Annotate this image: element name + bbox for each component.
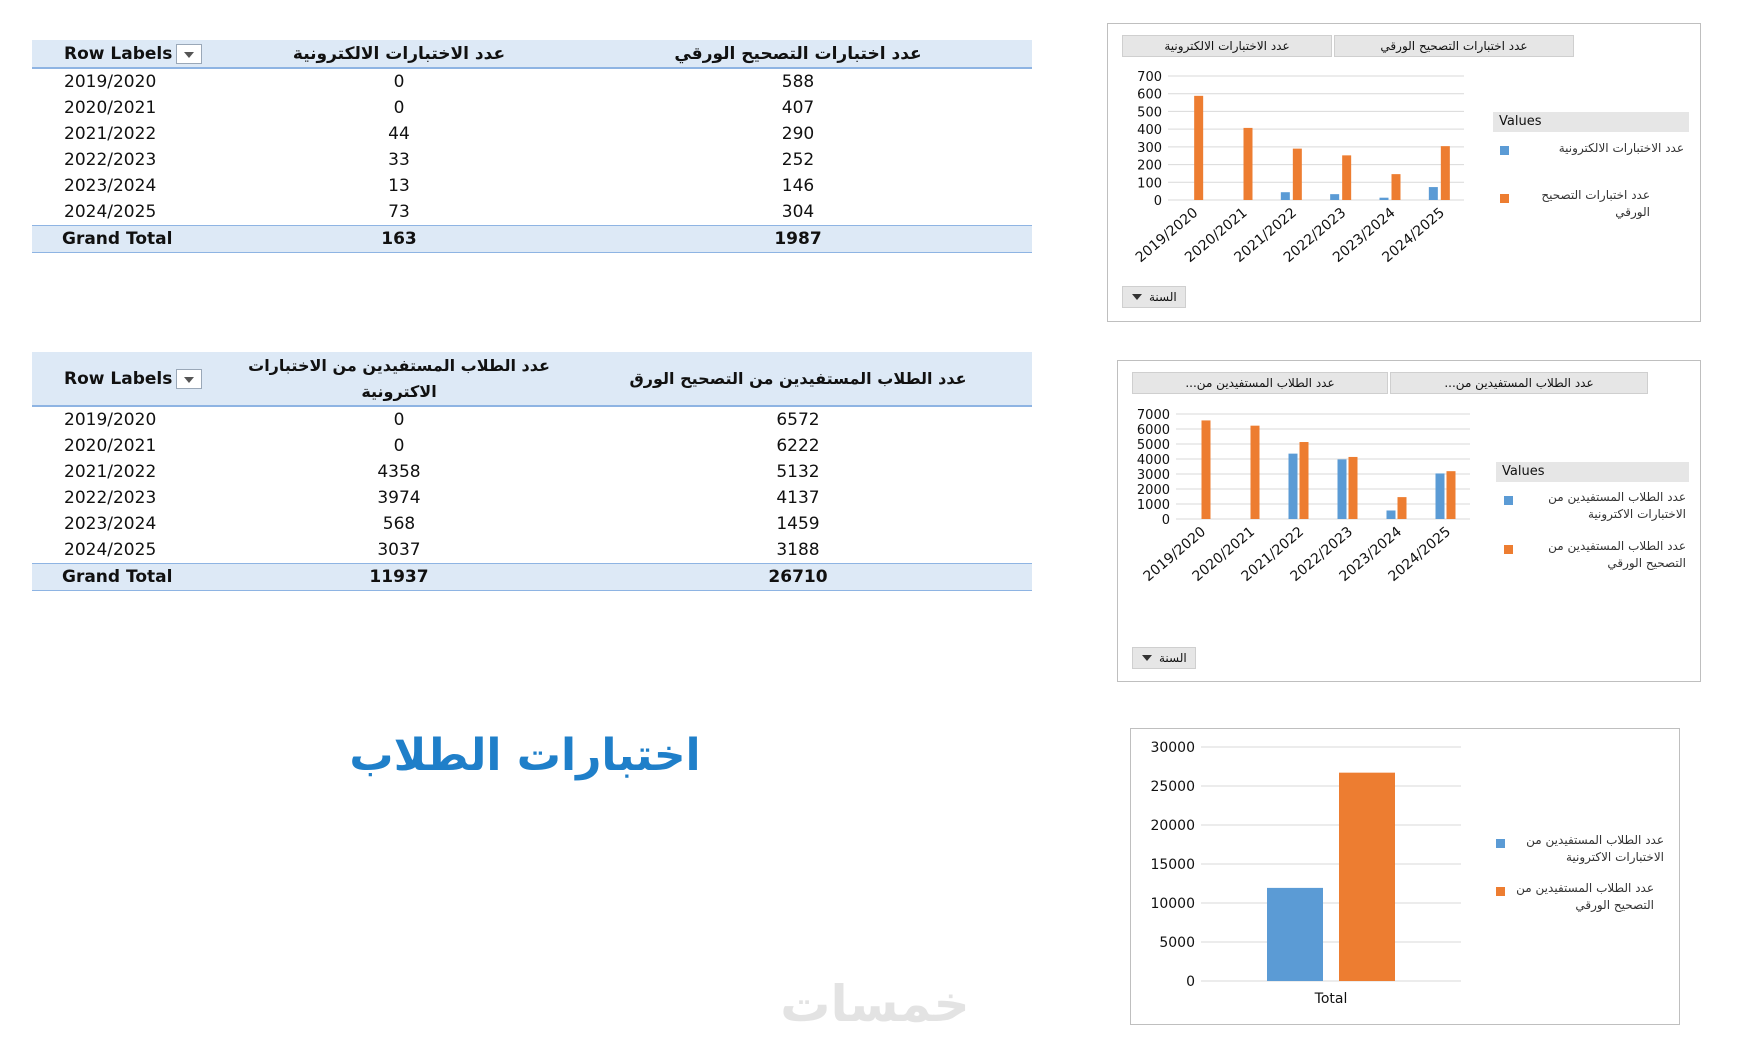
chart2-field-button-paper[interactable]: عدد الطلاب المستفيدين من... <box>1390 372 1648 394</box>
chart-exams[interactable] <box>1107 23 1701 322</box>
bar <box>1293 149 1302 200</box>
value-cell-electronic: 568 <box>382 514 416 534</box>
table-row <box>32 95 1032 121</box>
grand-total-electronic: 163 <box>234 226 564 253</box>
table-row <box>32 459 1032 485</box>
value-cell-paper: 304 <box>781 202 815 222</box>
row-label-cell: 2022/2023 <box>64 488 157 508</box>
table-row <box>32 433 1032 459</box>
value-cell-electronic: 13 <box>388 176 410 196</box>
chart2-legend-swatch-blue <box>1504 496 1513 505</box>
chart3-legend-swatch-blue <box>1496 839 1505 848</box>
grand-total-students-electronic: 11937 <box>234 564 564 591</box>
y-tick-label: 100 <box>1137 176 1162 192</box>
y-tick-label: 400 <box>1137 123 1162 139</box>
value-cell-paper: 146 <box>781 176 815 196</box>
bar <box>1289 454 1298 519</box>
y-tick-label: 700 <box>1137 70 1162 85</box>
grand-total-row <box>32 564 1032 591</box>
chart1-legend-title: Values <box>1493 112 1689 132</box>
row-label-cell: 2022/2023 <box>64 150 157 170</box>
row-label-cell: 2024/2025 <box>64 202 157 222</box>
x-tick-label: 2020/2021 <box>1189 523 1259 585</box>
row-label-cell: 2020/2021 <box>64 436 157 456</box>
bar <box>1339 773 1395 981</box>
x-tick-label: 2024/2025 <box>1379 204 1448 266</box>
bar <box>1380 198 1389 200</box>
bar <box>1429 187 1438 200</box>
watermark-logo: خمسات <box>780 975 970 1033</box>
grand-total-students-paper: 26710 <box>564 564 1032 591</box>
chart1-legend-electronic: عدد الاختبارات الالكترونية <box>1558 141 1684 155</box>
grand-total-label: Grand Total <box>32 564 234 591</box>
bar <box>1330 194 1339 200</box>
col-header-paper[interactable]: عدد اختبارات التصحيح الورقي <box>564 41 1032 69</box>
row-labels-filter-button[interactable] <box>176 44 202 64</box>
value-cell-electronic: 0 <box>393 410 405 430</box>
chart2-axis-field-label: السنة <box>1159 651 1187 665</box>
y-tick-label: 5000 <box>1136 438 1170 453</box>
chart1-axis-field-button[interactable] <box>1122 286 1186 308</box>
bar <box>1281 192 1290 200</box>
x-tick-label: 2019/2020 <box>1140 523 1210 585</box>
bar <box>1392 174 1401 200</box>
chart1-legend-swatch-orange <box>1500 194 1509 203</box>
pivot-header-row <box>32 41 1032 69</box>
dropdown-arrow-icon <box>1132 294 1142 300</box>
bar <box>1202 420 1211 519</box>
chart2-legend-swatch-orange <box>1504 545 1513 554</box>
chart1-field-button-paper[interactable]: عدد اختبارات التصحيح الورقي <box>1334 35 1574 57</box>
x-tick-label: 2021/2022 <box>1238 523 1308 585</box>
pivot-header-row <box>32 353 1032 407</box>
y-tick-label: 0 <box>1186 974 1195 990</box>
y-tick-label: 7000 <box>1136 408 1170 423</box>
col-header-students-paper[interactable]: عدد الطلاب المستفيدين من التصحيح الورق <box>564 353 1032 407</box>
chart3-legend-swatch-orange <box>1496 887 1505 896</box>
bar <box>1447 471 1456 519</box>
row-label-cell: 2021/2022 <box>64 462 157 482</box>
bar <box>1300 442 1309 519</box>
bar <box>1244 128 1253 200</box>
value-cell-paper: 588 <box>781 72 815 92</box>
chart1-plot <box>1108 24 1700 321</box>
row-labels-header <box>32 41 234 69</box>
row-label-cell: 2023/2024 <box>64 514 157 534</box>
y-tick-label: 5000 <box>1159 935 1195 951</box>
table-row <box>32 485 1032 511</box>
value-cell-paper: 6222 <box>776 436 820 456</box>
bar <box>1387 510 1396 519</box>
row-label-cell: 2023/2024 <box>64 176 157 196</box>
value-cell-paper: 1459 <box>776 514 820 534</box>
value-cell-electronic: 4358 <box>377 462 421 482</box>
y-tick-label: 600 <box>1137 87 1162 103</box>
chart1-axis-field-label: السنة <box>1149 290 1177 304</box>
x-tick-label: 2021/2022 <box>1231 204 1300 266</box>
x-tick-label: 2022/2023 <box>1280 204 1350 266</box>
grand-total-row <box>32 226 1032 253</box>
chart1-field-button-electronic[interactable]: عدد الاختبارات الالكترونية <box>1122 35 1332 57</box>
y-tick-label: 20000 <box>1150 818 1195 834</box>
row-label-cell: 2020/2021 <box>64 98 157 118</box>
chart1-legend-paper: عدد اختبارات التصحيح الورقي <box>1541 188 1650 219</box>
y-tick-label: 15000 <box>1150 857 1195 873</box>
chart2-legend-paper: عدد الطلاب المستفيدين من التصحيح الورقي <box>1548 539 1686 570</box>
col-header-electronic[interactable]: عدد الاختبارات الالكترونية <box>234 41 564 69</box>
x-tick-label: 2023/2024 <box>1336 523 1406 585</box>
bar <box>1349 457 1358 519</box>
bar <box>1338 459 1347 519</box>
row-labels-label: Row Labels <box>64 44 173 64</box>
grand-total-label: Grand Total <box>32 226 234 253</box>
chart3-plot <box>1131 729 1679 1024</box>
value-cell-paper: 3188 <box>776 540 820 560</box>
bar <box>1436 473 1445 519</box>
value-cell-paper: 407 <box>781 98 815 118</box>
chart-students-total[interactable] <box>1130 728 1680 1025</box>
value-cell-paper: 290 <box>781 124 815 144</box>
y-tick-label: 300 <box>1137 140 1162 156</box>
y-tick-label: 200 <box>1137 158 1162 174</box>
table-row <box>32 68 1032 95</box>
y-tick-label: 30000 <box>1150 740 1195 756</box>
col-header-students-electronic[interactable]: عدد الطلاب المستفيدين من الاختبارات الاكترونية <box>234 353 564 407</box>
x-tick-label: 2023/2024 <box>1330 204 1399 266</box>
x-tick-label: 2019/2020 <box>1132 204 1202 266</box>
x-tick-label: Total <box>1314 991 1348 1007</box>
table-row <box>32 511 1032 537</box>
pivot-table-exams <box>32 40 1032 253</box>
value-cell-paper: 6572 <box>776 410 820 430</box>
row-label-cell: 2021/2022 <box>64 124 157 144</box>
bar <box>1441 146 1450 200</box>
y-tick-label: 1000 <box>1136 498 1170 513</box>
value-cell-electronic: 0 <box>393 98 405 118</box>
y-tick-label: 6000 <box>1136 423 1170 438</box>
value-cell-paper: 252 <box>781 150 815 170</box>
row-label-cell: 2019/2020 <box>64 72 157 92</box>
row-labels-label: Row Labels <box>64 369 173 389</box>
y-tick-label: 10000 <box>1150 896 1195 912</box>
chart3-legend-paper: عدد الطلاب المستفيدين من التصحيح الورقي <box>1516 881 1654 912</box>
y-tick-label: 0 <box>1161 513 1170 528</box>
page-title: اختبارات الطلاب <box>349 730 701 781</box>
value-cell-electronic: 44 <box>388 124 410 144</box>
row-label-cell: 2024/2025 <box>64 540 157 560</box>
chart-students[interactable] <box>1117 360 1701 682</box>
y-tick-label: 3000 <box>1136 468 1170 483</box>
x-tick-label: 2024/2025 <box>1385 523 1455 585</box>
y-tick-label: 500 <box>1137 105 1162 121</box>
bar <box>1398 497 1407 519</box>
x-tick-label: 2022/2023 <box>1287 523 1357 585</box>
bar <box>1194 96 1203 200</box>
pivot-table-students <box>32 352 1032 591</box>
bar <box>1251 426 1260 519</box>
value-cell-paper: 4137 <box>776 488 820 508</box>
table-row <box>32 199 1032 226</box>
value-cell-paper: 5132 <box>776 462 820 482</box>
value-cell-electronic: 3974 <box>377 488 421 508</box>
grand-total-paper: 1987 <box>564 226 1032 253</box>
chart2-legend-electronic: عدد الطلاب المستفيدين من الاختبارات الاكترونية <box>1548 490 1686 521</box>
chart1-legend-swatch-blue <box>1500 146 1509 155</box>
chart3-legend-electronic: عدد الطلاب المستفيدين من الاختبارات الاكترونية <box>1526 833 1664 864</box>
row-labels-header <box>32 353 234 407</box>
table-row <box>32 121 1032 147</box>
dropdown-arrow-icon <box>1142 655 1152 661</box>
chart2-axis-field-button[interactable] <box>1132 647 1196 669</box>
value-cell-electronic: 33 <box>388 150 410 170</box>
y-tick-label: 4000 <box>1136 453 1170 468</box>
x-tick-label: 2020/2021 <box>1182 204 1251 266</box>
row-labels-filter-button[interactable] <box>176 369 202 389</box>
value-cell-electronic: 0 <box>393 436 405 456</box>
chart2-legend-title: Values <box>1496 462 1689 482</box>
bar <box>1342 155 1351 200</box>
table-row <box>32 537 1032 564</box>
value-cell-electronic: 3037 <box>377 540 421 560</box>
value-cell-electronic: 0 <box>393 72 405 92</box>
bar <box>1267 888 1323 981</box>
table-row <box>32 147 1032 173</box>
y-tick-label: 2000 <box>1136 483 1170 498</box>
y-tick-label: 0 <box>1153 194 1162 209</box>
table-row <box>32 406 1032 433</box>
value-cell-electronic: 73 <box>388 202 410 222</box>
chart2-field-button-electronic[interactable]: عدد الطلاب المستفيدين من... <box>1132 372 1388 394</box>
table-row <box>32 173 1032 199</box>
row-label-cell: 2019/2020 <box>64 410 157 430</box>
y-tick-label: 25000 <box>1150 779 1195 795</box>
